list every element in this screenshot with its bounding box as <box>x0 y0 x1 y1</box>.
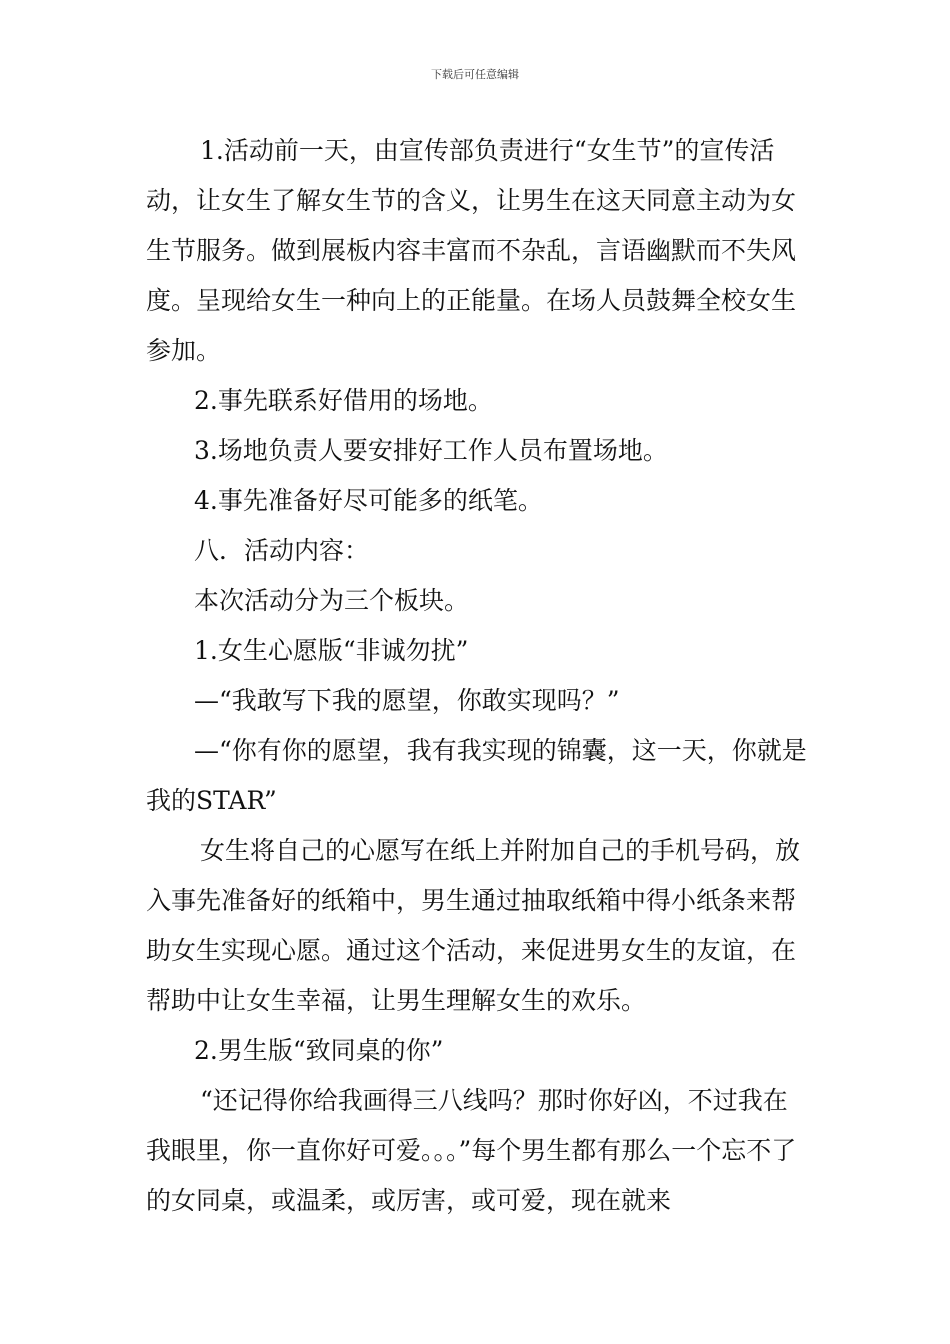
document-body <box>146 126 810 1226</box>
paragraph-7: 1.女生心愿版“非诚勿扰” <box>194 636 469 665</box>
paragraph-11: 2.男生版“致同桌的你” <box>194 1036 444 1065</box>
paragraph-8: —“我敢写下我的愿望，你敢实现吗？” <box>194 686 620 715</box>
paragraph-9: —“你有你的愿望，我有我实现的锦囊，这一天，你就是我的STAR” <box>146 736 807 815</box>
paragraph-3: 3.场地负责人要安排好工作人员布置场地。 <box>194 436 668 465</box>
paragraph-4: 4.事先准备好尽可能多的纸笔。 <box>194 486 543 515</box>
paragraph-6: 本次活动分为三个板块。 <box>194 586 470 615</box>
page-header: 下载后可任意编辑 <box>431 68 519 81</box>
paragraph-2: 2.事先联系好借用的场地。 <box>194 386 493 415</box>
paragraph-1: 1.活动前一天，由宣传部负责进行“女生节”的宣传活动，让女生了解女生节的含义，让男生在这天同意主动为女生节服务。做到展板内容丰富而不杂乱，言语幽默而不失风度。呈现给女生一种向上的正能量。在场人员鼓舞全校女生参加。 <box>146 136 797 365</box>
paragraph-10: 女生将自己的心愿写在纸上并附加自己的手机号码，放入事先准备好的纸箱中，男生通过抽取纸箱中得小纸条来帮助女生实现心愿。通过这个活动，来促进男女生的友谊，在帮助中让女生幸福，让男生理解女生的欢乐。 <box>146 836 801 1015</box>
section-heading: 八．活动内容： <box>194 536 370 565</box>
paragraph-12: “还记得你给我画得三八线吗？那时你好凶，不过我在我眼里，你一直你好可爱。。。”每个男生都有那么一个忘不了的女同桌，或温柔，或厉害，或可爱，现在就来 <box>146 1086 797 1215</box>
